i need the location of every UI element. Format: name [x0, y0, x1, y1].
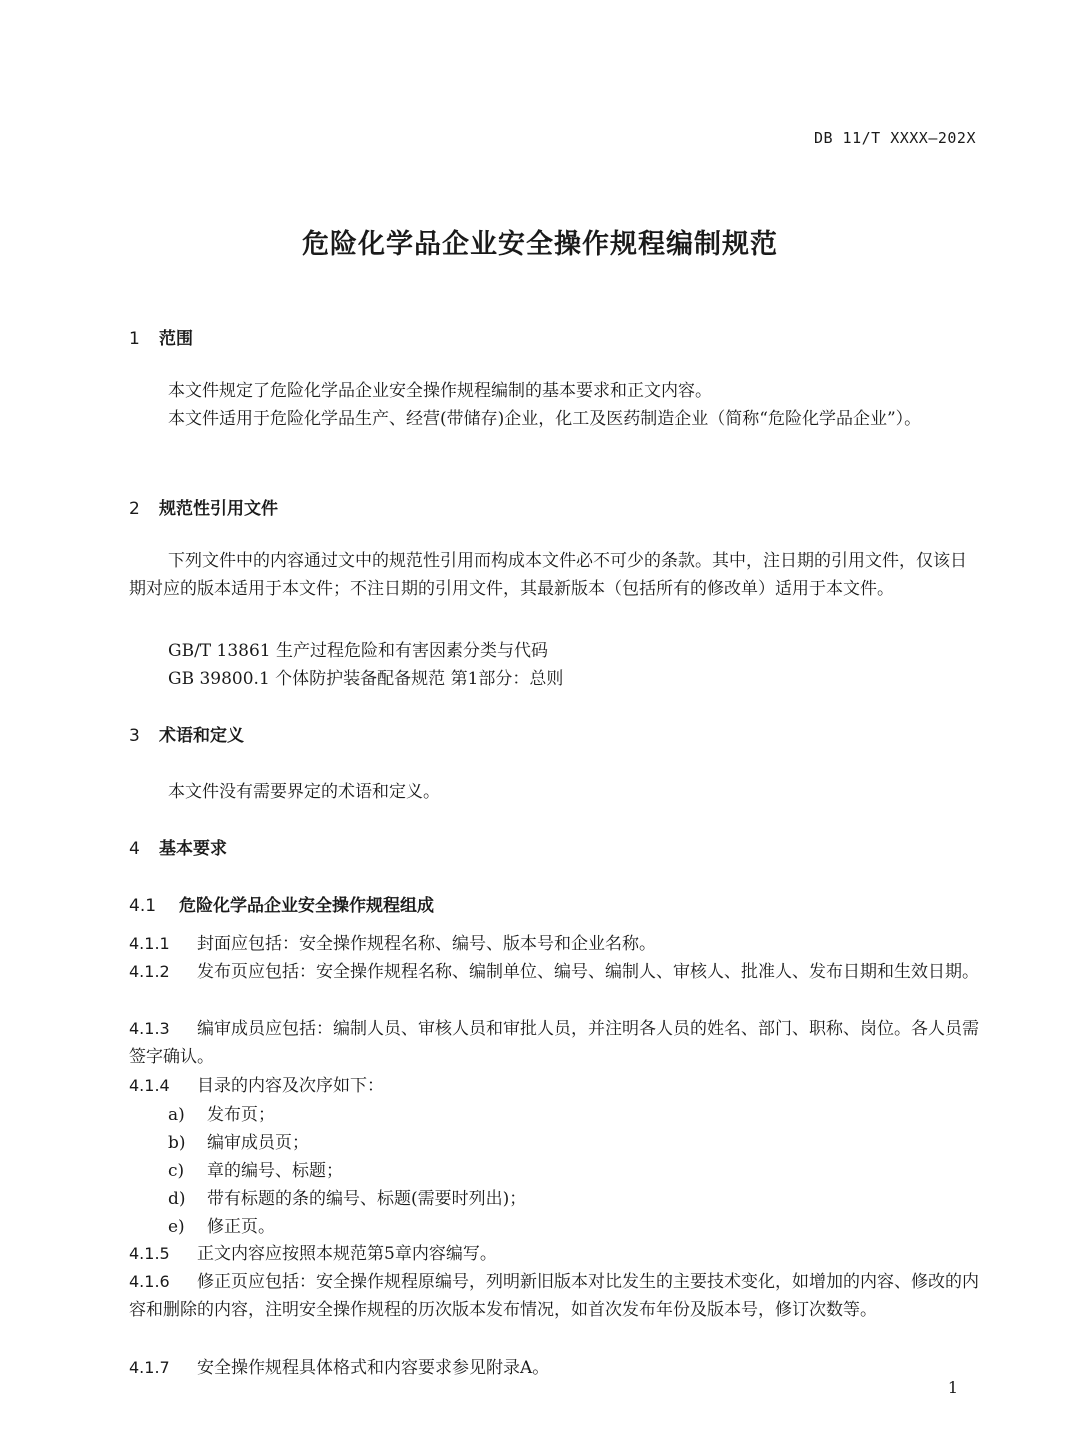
normative-reference-2: GB 39800.1 个体防护装备配备规范 第1部分：总则 [168, 669, 564, 689]
section-1-heading [129, 324, 193, 349]
clause-number: 4.1.1 [129, 934, 170, 953]
clause-number: 4.1.5 [129, 1244, 170, 1263]
clause-text: 编审成员应包括：编制人员、审核人员和审批人员，并注明各人员的姓名、部门、职称、岗位。各人员需签字确认。 [129, 1019, 979, 1067]
clause-text: 修正页应包括：安全操作规程原编号，列明新旧版本对比发生的主要技术变化，如增加的内容、修改的内容和删除的内容，注明安全操作规程的历次版本发布情况，如首次发布年份及版本号，修订次数等。 [129, 1272, 979, 1320]
list-item-label: b) [168, 1133, 186, 1153]
list-item-label: a) [168, 1105, 185, 1125]
section-title: 规范性引用文件 [159, 499, 278, 519]
list-item [168, 1100, 275, 1125]
list-item-text: 发布页； [207, 1105, 275, 1125]
clause-text: 发布页应包括：安全操作规程名称、编制单位、编号、编制人、审核人、批准人、发布日期和生效日期。 [197, 962, 979, 982]
normative-reference-1: GB/T 13861 生产过程危险和有害因素分类与代码 [168, 641, 549, 661]
section-1-paragraph-2: 本文件适用于危险化学品生产、经营(带储存)企业，化工及医药制造企业（简称“危险化学品企业”）。 [168, 409, 922, 429]
list-item [168, 1128, 309, 1153]
clause-text: 安全操作规程具体格式和内容要求参见附录A。 [197, 1358, 550, 1378]
clause-number: 4.1.7 [129, 1358, 170, 1377]
clause-4-1-3 [129, 1015, 985, 1071]
list-item [168, 1156, 343, 1181]
section-title: 基本要求 [159, 839, 227, 859]
section-4-heading [129, 834, 227, 859]
page-number: 1 [947, 1378, 958, 1397]
clause-number: 4.1.3 [129, 1019, 170, 1038]
list-item [168, 1184, 526, 1209]
section-number: 4 [129, 839, 140, 859]
clause-4-1-4 [129, 1072, 985, 1100]
list-item [168, 1212, 275, 1237]
clause-number: 4.1.2 [129, 962, 170, 981]
list-item-label: e) [168, 1217, 185, 1237]
section-number: 3 [129, 726, 140, 746]
clause-4-1-7 [129, 1354, 985, 1382]
list-item-text: 章的编号、标题； [207, 1161, 343, 1181]
subsection-4-1-heading [129, 891, 434, 916]
list-item-label: d) [168, 1189, 186, 1209]
list-item-text: 编审成员页； [207, 1133, 309, 1153]
clause-text: 正文内容应按照本规范第5章内容编写。 [197, 1244, 497, 1264]
clause-4-1-2 [129, 958, 985, 986]
clause-4-1-6 [129, 1268, 985, 1324]
clause-text: 目录的内容及次序如下： [197, 1076, 384, 1096]
section-2-paragraph-1: 下列文件中的内容通过文中的规范性引用而构成本文件必不可少的条款。其中，注日期的引用文件，仅该日期对应的版本适用于本文件；不注日期的引用文件，其最新版本（包括所有的修改单）适用于本文件。 [129, 551, 967, 599]
clause-number: 4.1.6 [129, 1272, 170, 1291]
section-3-heading [129, 721, 244, 746]
section-2-heading [129, 494, 278, 519]
section-number: 2 [129, 499, 140, 519]
section-title: 术语和定义 [159, 726, 244, 746]
clause-text: 封面应包括：安全操作规程名称、编号、版本号和企业名称。 [197, 934, 656, 954]
subsection-number: 4.1 [129, 896, 157, 916]
clause-4-1-1 [129, 930, 985, 958]
subsection-title: 危险化学品企业安全操作规程组成 [179, 896, 434, 916]
list-item-label: c) [168, 1161, 185, 1181]
list-item-text: 修正页。 [207, 1217, 275, 1237]
document-title: 危险化学品企业安全操作规程编制规范 [302, 229, 778, 260]
list-item-text: 带有标题的条的编号、标题(需要时列出)； [207, 1189, 527, 1209]
clause-number: 4.1.4 [129, 1076, 170, 1095]
standard-number: DB 11/T XXXX—202X [813, 129, 976, 147]
section-3-paragraph-1: 本文件没有需要界定的术语和定义。 [168, 782, 440, 802]
section-title: 范围 [159, 329, 193, 349]
section-1-paragraph-1: 本文件规定了危险化学品企业安全操作规程编制的基本要求和正文内容。 [168, 381, 712, 401]
clause-4-1-5 [129, 1240, 985, 1268]
section-number: 1 [129, 329, 140, 349]
